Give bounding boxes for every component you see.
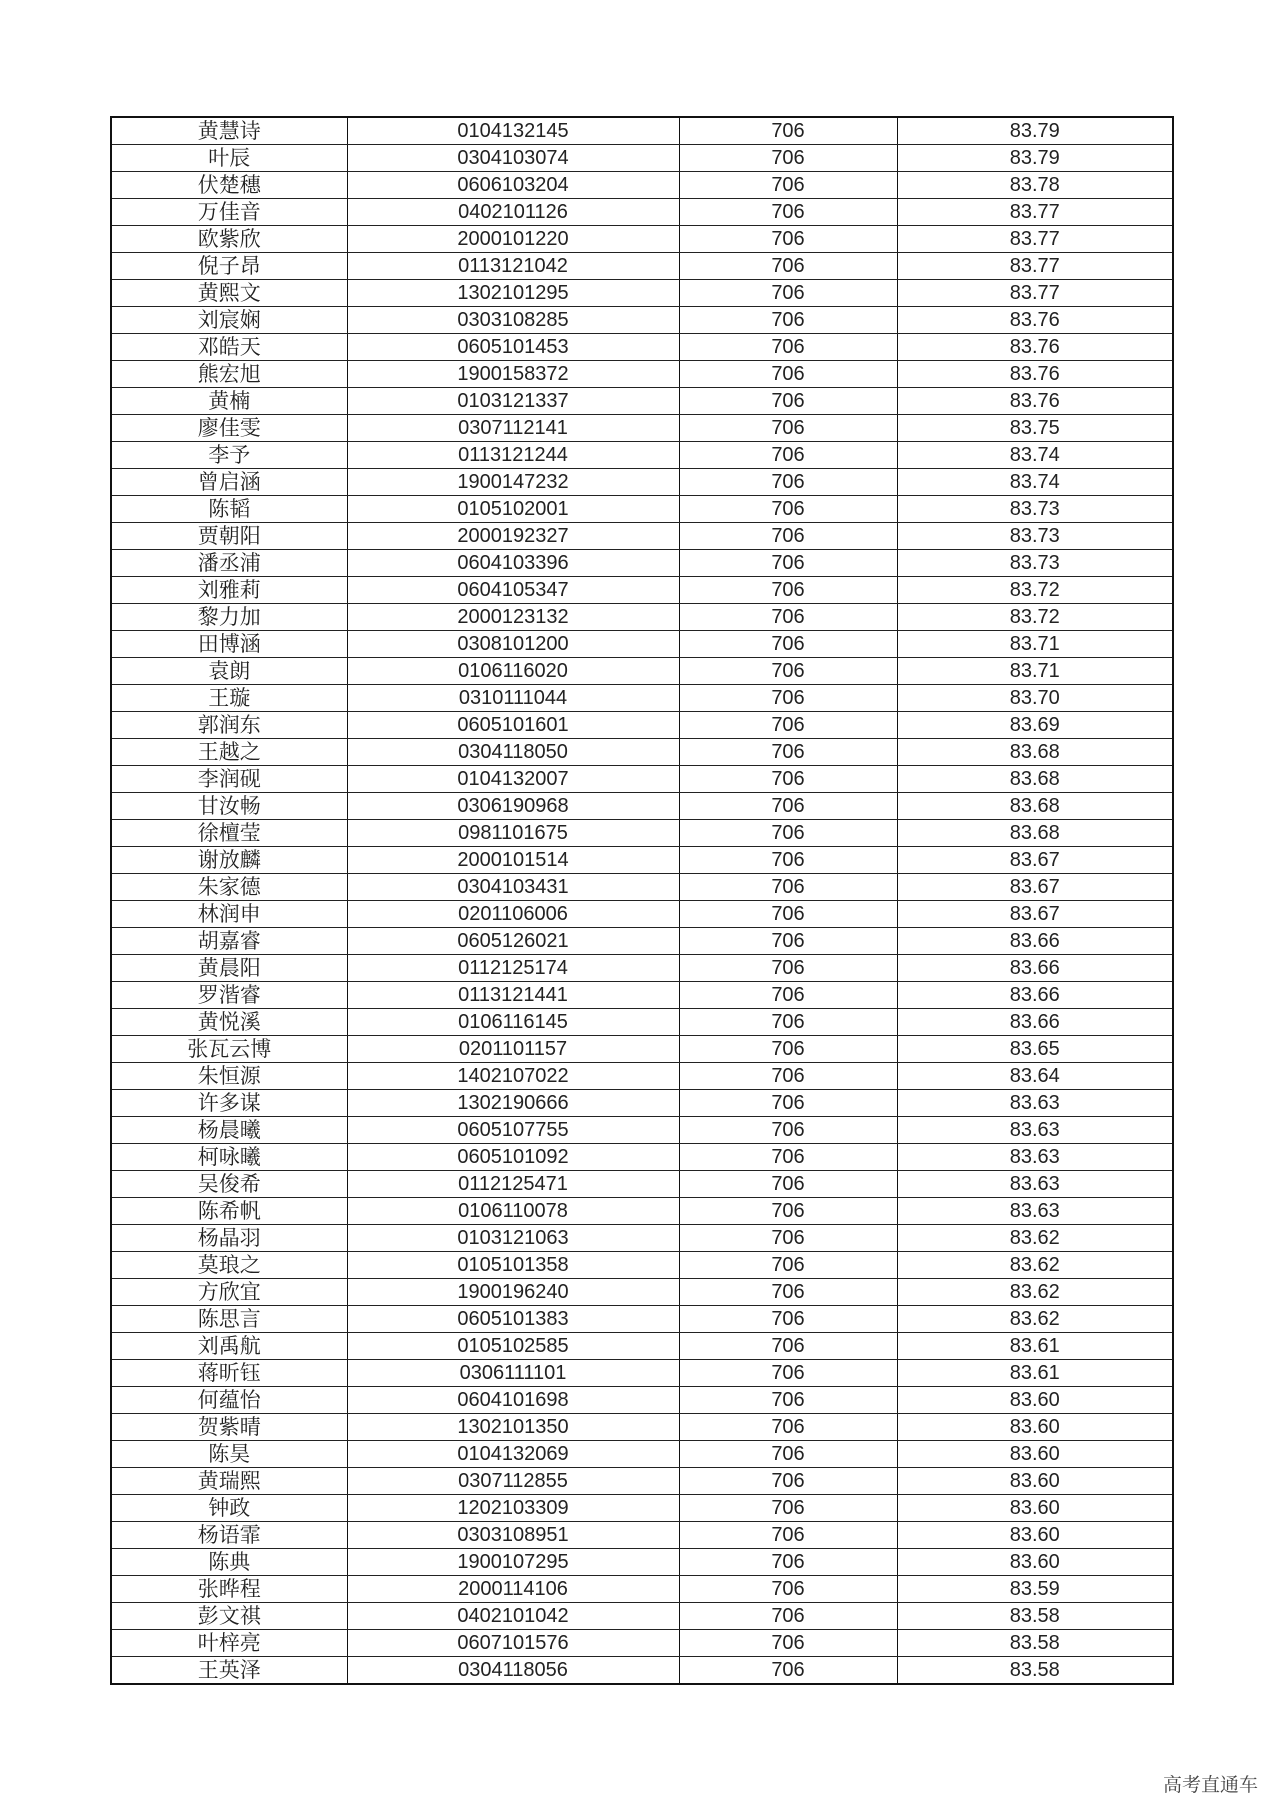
table-row bbox=[111, 415, 1173, 442]
name-cell: 郭润东 bbox=[111, 712, 347, 739]
score-cell: 83.71 bbox=[897, 631, 1173, 658]
score-cell: 83.59 bbox=[897, 1576, 1173, 1603]
code-cell: 706 bbox=[679, 1522, 897, 1549]
code-cell: 706 bbox=[679, 1009, 897, 1036]
score-cell: 83.74 bbox=[897, 469, 1173, 496]
table-row bbox=[111, 1333, 1173, 1360]
exam-id-cell: 1302101350 bbox=[347, 1414, 679, 1441]
score-cell: 83.77 bbox=[897, 253, 1173, 280]
code-cell: 706 bbox=[679, 1090, 897, 1117]
name-cell: 欧紫欣 bbox=[111, 226, 347, 253]
score-cell: 83.60 bbox=[897, 1549, 1173, 1576]
code-cell: 706 bbox=[679, 172, 897, 199]
name-cell: 黄瑞熙 bbox=[111, 1468, 347, 1495]
score-cell: 83.72 bbox=[897, 604, 1173, 631]
name-cell: 黄熙文 bbox=[111, 280, 347, 307]
name-cell: 朱恒源 bbox=[111, 1063, 347, 1090]
score-cell: 83.62 bbox=[897, 1252, 1173, 1279]
table-row bbox=[111, 1198, 1173, 1225]
table-row bbox=[111, 1144, 1173, 1171]
exam-id-cell: 1302190666 bbox=[347, 1090, 679, 1117]
score-cell: 83.66 bbox=[897, 928, 1173, 955]
score-cell: 83.68 bbox=[897, 739, 1173, 766]
code-cell: 706 bbox=[679, 388, 897, 415]
name-cell: 莫琅之 bbox=[111, 1252, 347, 1279]
score-cell: 83.67 bbox=[897, 901, 1173, 928]
code-cell: 706 bbox=[679, 117, 897, 145]
table-row bbox=[111, 874, 1173, 901]
code-cell: 706 bbox=[679, 1198, 897, 1225]
table-row bbox=[111, 550, 1173, 577]
table-row bbox=[111, 1387, 1173, 1414]
code-cell: 706 bbox=[679, 1117, 897, 1144]
name-cell: 贺紫晴 bbox=[111, 1414, 347, 1441]
name-cell: 李润砚 bbox=[111, 766, 347, 793]
name-cell: 倪子昂 bbox=[111, 253, 347, 280]
name-cell: 杨晶羽 bbox=[111, 1225, 347, 1252]
score-cell: 83.77 bbox=[897, 226, 1173, 253]
table-row bbox=[111, 658, 1173, 685]
table-row bbox=[111, 226, 1173, 253]
score-cell: 83.58 bbox=[897, 1603, 1173, 1630]
exam-id-cell: 0307112855 bbox=[347, 1468, 679, 1495]
exam-id-cell: 0402101126 bbox=[347, 199, 679, 226]
score-cell: 83.62 bbox=[897, 1225, 1173, 1252]
name-cell: 熊宏旭 bbox=[111, 361, 347, 388]
table-row bbox=[111, 117, 1173, 145]
score-cell: 83.66 bbox=[897, 955, 1173, 982]
name-cell: 陈希帆 bbox=[111, 1198, 347, 1225]
exam-id-cell: 0304118056 bbox=[347, 1657, 679, 1685]
code-cell: 706 bbox=[679, 1360, 897, 1387]
code-cell: 706 bbox=[679, 1252, 897, 1279]
code-cell: 706 bbox=[679, 847, 897, 874]
score-cell: 83.58 bbox=[897, 1657, 1173, 1685]
table-row bbox=[111, 1306, 1173, 1333]
name-cell: 王英泽 bbox=[111, 1657, 347, 1685]
table-row bbox=[111, 577, 1173, 604]
name-cell: 陈韬 bbox=[111, 496, 347, 523]
exam-id-cell: 0604105347 bbox=[347, 577, 679, 604]
code-cell: 706 bbox=[679, 820, 897, 847]
table-row bbox=[111, 1549, 1173, 1576]
score-table bbox=[110, 116, 1174, 1685]
code-cell: 706 bbox=[679, 280, 897, 307]
name-cell: 伏楚穗 bbox=[111, 172, 347, 199]
exam-id-cell: 1900107295 bbox=[347, 1549, 679, 1576]
code-cell: 706 bbox=[679, 1063, 897, 1090]
name-cell: 彭文祺 bbox=[111, 1603, 347, 1630]
exam-id-cell: 2000114106 bbox=[347, 1576, 679, 1603]
exam-id-cell: 0607101576 bbox=[347, 1630, 679, 1657]
score-cell: 83.65 bbox=[897, 1036, 1173, 1063]
table-row bbox=[111, 145, 1173, 172]
name-cell: 徐檀莹 bbox=[111, 820, 347, 847]
code-cell: 706 bbox=[679, 955, 897, 982]
exam-id-cell: 0606103204 bbox=[347, 172, 679, 199]
exam-id-cell: 0103121337 bbox=[347, 388, 679, 415]
score-cell: 83.73 bbox=[897, 496, 1173, 523]
code-cell: 706 bbox=[679, 1549, 897, 1576]
exam-id-cell: 1202103309 bbox=[347, 1495, 679, 1522]
score-cell: 83.78 bbox=[897, 172, 1173, 199]
table-row bbox=[111, 469, 1173, 496]
name-cell: 黄楠 bbox=[111, 388, 347, 415]
exam-id-cell: 0304103074 bbox=[347, 145, 679, 172]
exam-id-cell: 0303108951 bbox=[347, 1522, 679, 1549]
name-cell: 甘汝畅 bbox=[111, 793, 347, 820]
table-row bbox=[111, 739, 1173, 766]
exam-id-cell: 0103121063 bbox=[347, 1225, 679, 1252]
score-cell: 83.64 bbox=[897, 1063, 1173, 1090]
score-cell: 83.63 bbox=[897, 1144, 1173, 1171]
table-row bbox=[111, 982, 1173, 1009]
score-cell: 83.70 bbox=[897, 685, 1173, 712]
table-row bbox=[111, 1009, 1173, 1036]
code-cell: 706 bbox=[679, 1468, 897, 1495]
code-cell: 706 bbox=[679, 658, 897, 685]
name-cell: 黎力加 bbox=[111, 604, 347, 631]
name-cell: 潘丞浦 bbox=[111, 550, 347, 577]
name-cell: 黄悦溪 bbox=[111, 1009, 347, 1036]
table-row bbox=[111, 1279, 1173, 1306]
exam-id-cell: 0605101092 bbox=[347, 1144, 679, 1171]
table-row bbox=[111, 766, 1173, 793]
exam-id-cell: 0981101675 bbox=[347, 820, 679, 847]
exam-id-cell: 2000101514 bbox=[347, 847, 679, 874]
name-cell: 叶梓亮 bbox=[111, 1630, 347, 1657]
code-cell: 706 bbox=[679, 1441, 897, 1468]
table-row bbox=[111, 172, 1173, 199]
exam-id-cell: 0605101383 bbox=[347, 1306, 679, 1333]
code-cell: 706 bbox=[679, 415, 897, 442]
name-cell: 李予 bbox=[111, 442, 347, 469]
table-row bbox=[111, 901, 1173, 928]
exam-id-cell: 1402107022 bbox=[347, 1063, 679, 1090]
name-cell: 陈昊 bbox=[111, 1441, 347, 1468]
code-cell: 706 bbox=[679, 712, 897, 739]
table-row bbox=[111, 631, 1173, 658]
exam-id-cell: 0105102001 bbox=[347, 496, 679, 523]
table-row bbox=[111, 1414, 1173, 1441]
exam-id-cell: 0304103431 bbox=[347, 874, 679, 901]
code-cell: 706 bbox=[679, 1495, 897, 1522]
name-cell: 杨语霏 bbox=[111, 1522, 347, 1549]
table-row bbox=[111, 1468, 1173, 1495]
table-row bbox=[111, 307, 1173, 334]
code-cell: 706 bbox=[679, 1576, 897, 1603]
name-cell: 贾朝阳 bbox=[111, 523, 347, 550]
table-row bbox=[111, 1036, 1173, 1063]
code-cell: 706 bbox=[679, 766, 897, 793]
table-row bbox=[111, 1603, 1173, 1630]
name-cell: 王璇 bbox=[111, 685, 347, 712]
code-cell: 706 bbox=[679, 1144, 897, 1171]
table-row bbox=[111, 1360, 1173, 1387]
table-row bbox=[111, 847, 1173, 874]
table-row bbox=[111, 523, 1173, 550]
name-cell: 杨晨曦 bbox=[111, 1117, 347, 1144]
table-row bbox=[111, 361, 1173, 388]
score-cell: 83.73 bbox=[897, 550, 1173, 577]
exam-id-cell: 2000123132 bbox=[347, 604, 679, 631]
code-cell: 706 bbox=[679, 793, 897, 820]
code-cell: 706 bbox=[679, 1414, 897, 1441]
code-cell: 706 bbox=[679, 1333, 897, 1360]
name-cell: 钟政 bbox=[111, 1495, 347, 1522]
table-row bbox=[111, 1063, 1173, 1090]
code-cell: 706 bbox=[679, 577, 897, 604]
score-cell: 83.68 bbox=[897, 820, 1173, 847]
name-cell: 黄晨阳 bbox=[111, 955, 347, 982]
table-row bbox=[111, 496, 1173, 523]
exam-id-cell: 0112125174 bbox=[347, 955, 679, 982]
exam-id-cell: 0306190968 bbox=[347, 793, 679, 820]
exam-id-cell: 0306111101 bbox=[347, 1360, 679, 1387]
score-cell: 83.60 bbox=[897, 1468, 1173, 1495]
name-cell: 方欣宜 bbox=[111, 1279, 347, 1306]
exam-id-cell: 1302101295 bbox=[347, 280, 679, 307]
table-row bbox=[111, 1252, 1173, 1279]
score-cell: 83.77 bbox=[897, 199, 1173, 226]
score-cell: 83.62 bbox=[897, 1279, 1173, 1306]
table-row bbox=[111, 1090, 1173, 1117]
score-cell: 83.66 bbox=[897, 982, 1173, 1009]
exam-id-cell: 1900147232 bbox=[347, 469, 679, 496]
table-row bbox=[111, 820, 1173, 847]
score-cell: 83.60 bbox=[897, 1441, 1173, 1468]
code-cell: 706 bbox=[679, 469, 897, 496]
exam-id-cell: 0605107755 bbox=[347, 1117, 679, 1144]
name-cell: 蒋昕钰 bbox=[111, 1360, 347, 1387]
score-cell: 83.79 bbox=[897, 117, 1173, 145]
table-row bbox=[111, 253, 1173, 280]
exam-id-cell: 0104132145 bbox=[347, 117, 679, 145]
exam-id-cell: 0201101157 bbox=[347, 1036, 679, 1063]
score-cell: 83.66 bbox=[897, 1009, 1173, 1036]
code-cell: 706 bbox=[679, 226, 897, 253]
exam-id-cell: 0604101698 bbox=[347, 1387, 679, 1414]
name-cell: 廖佳雯 bbox=[111, 415, 347, 442]
name-cell: 刘禹航 bbox=[111, 1333, 347, 1360]
code-cell: 706 bbox=[679, 442, 897, 469]
score-cell: 83.60 bbox=[897, 1414, 1173, 1441]
code-cell: 706 bbox=[679, 1171, 897, 1198]
score-cell: 83.75 bbox=[897, 415, 1173, 442]
table-row bbox=[111, 1441, 1173, 1468]
score-cell: 83.76 bbox=[897, 307, 1173, 334]
name-cell: 陈思言 bbox=[111, 1306, 347, 1333]
table-row bbox=[111, 928, 1173, 955]
code-cell: 706 bbox=[679, 604, 897, 631]
exam-id-cell: 0113121244 bbox=[347, 442, 679, 469]
name-cell: 吴俊希 bbox=[111, 1171, 347, 1198]
code-cell: 706 bbox=[679, 523, 897, 550]
table-row bbox=[111, 793, 1173, 820]
exam-id-cell: 0105101358 bbox=[347, 1252, 679, 1279]
exam-id-cell: 0106116020 bbox=[347, 658, 679, 685]
exam-id-cell: 0303108285 bbox=[347, 307, 679, 334]
exam-id-cell: 0604103396 bbox=[347, 550, 679, 577]
name-cell: 王越之 bbox=[111, 739, 347, 766]
code-cell: 706 bbox=[679, 739, 897, 766]
exam-id-cell: 0106116145 bbox=[347, 1009, 679, 1036]
table-row bbox=[111, 604, 1173, 631]
exam-id-cell: 0307112141 bbox=[347, 415, 679, 442]
table-row bbox=[111, 388, 1173, 415]
code-cell: 706 bbox=[679, 550, 897, 577]
table-row bbox=[111, 685, 1173, 712]
table-row bbox=[111, 1522, 1173, 1549]
table-row bbox=[111, 1225, 1173, 1252]
score-cell: 83.63 bbox=[897, 1198, 1173, 1225]
name-cell: 刘宸娴 bbox=[111, 307, 347, 334]
name-cell: 张晔程 bbox=[111, 1576, 347, 1603]
table-row bbox=[111, 1630, 1173, 1657]
code-cell: 706 bbox=[679, 1657, 897, 1685]
exam-id-cell: 0113121042 bbox=[347, 253, 679, 280]
score-cell: 83.76 bbox=[897, 388, 1173, 415]
table-row bbox=[111, 199, 1173, 226]
score-cell: 83.72 bbox=[897, 577, 1173, 604]
exam-id-cell: 0310111044 bbox=[347, 685, 679, 712]
name-cell: 袁朗 bbox=[111, 658, 347, 685]
table-row bbox=[111, 334, 1173, 361]
score-cell: 83.67 bbox=[897, 847, 1173, 874]
code-cell: 706 bbox=[679, 631, 897, 658]
table-row bbox=[111, 1495, 1173, 1522]
table-row bbox=[111, 955, 1173, 982]
score-cell: 83.76 bbox=[897, 334, 1173, 361]
code-cell: 706 bbox=[679, 874, 897, 901]
score-cell: 83.60 bbox=[897, 1522, 1173, 1549]
score-cell: 83.76 bbox=[897, 361, 1173, 388]
name-cell: 黄慧诗 bbox=[111, 117, 347, 145]
code-cell: 706 bbox=[679, 253, 897, 280]
exam-id-cell: 0106110078 bbox=[347, 1198, 679, 1225]
exam-id-cell: 2000192327 bbox=[347, 523, 679, 550]
score-cell: 83.61 bbox=[897, 1333, 1173, 1360]
table-row bbox=[111, 1117, 1173, 1144]
name-cell: 林润申 bbox=[111, 901, 347, 928]
name-cell: 叶辰 bbox=[111, 145, 347, 172]
score-cell: 83.63 bbox=[897, 1117, 1173, 1144]
code-cell: 706 bbox=[679, 1279, 897, 1306]
score-cell: 83.77 bbox=[897, 280, 1173, 307]
name-cell: 张瓦云博 bbox=[111, 1036, 347, 1063]
name-cell: 陈典 bbox=[111, 1549, 347, 1576]
code-cell: 706 bbox=[679, 199, 897, 226]
table-row bbox=[111, 712, 1173, 739]
table-row bbox=[111, 1657, 1173, 1685]
name-cell: 谢放麟 bbox=[111, 847, 347, 874]
score-cell: 83.67 bbox=[897, 874, 1173, 901]
name-cell: 何蕴怡 bbox=[111, 1387, 347, 1414]
name-cell: 万佳音 bbox=[111, 199, 347, 226]
score-cell: 83.63 bbox=[897, 1090, 1173, 1117]
name-cell: 胡嘉睿 bbox=[111, 928, 347, 955]
score-cell: 83.63 bbox=[897, 1171, 1173, 1198]
score-cell: 83.79 bbox=[897, 145, 1173, 172]
exam-id-cell: 0605101453 bbox=[347, 334, 679, 361]
code-cell: 706 bbox=[679, 982, 897, 1009]
exam-id-cell: 0201106006 bbox=[347, 901, 679, 928]
name-cell: 刘雅莉 bbox=[111, 577, 347, 604]
code-cell: 706 bbox=[679, 334, 897, 361]
code-cell: 706 bbox=[679, 1630, 897, 1657]
exam-id-cell: 0104132069 bbox=[347, 1441, 679, 1468]
table-row bbox=[111, 1576, 1173, 1603]
score-cell: 83.69 bbox=[897, 712, 1173, 739]
table-row bbox=[111, 1171, 1173, 1198]
score-cell: 83.68 bbox=[897, 766, 1173, 793]
exam-id-cell: 0113121441 bbox=[347, 982, 679, 1009]
exam-id-cell: 0104132007 bbox=[347, 766, 679, 793]
name-cell: 柯咏曦 bbox=[111, 1144, 347, 1171]
score-table-body bbox=[111, 117, 1173, 1684]
code-cell: 706 bbox=[679, 496, 897, 523]
name-cell: 曾启涵 bbox=[111, 469, 347, 496]
code-cell: 706 bbox=[679, 1603, 897, 1630]
name-cell: 罗湝睿 bbox=[111, 982, 347, 1009]
code-cell: 706 bbox=[679, 1387, 897, 1414]
name-cell: 朱家德 bbox=[111, 874, 347, 901]
code-cell: 706 bbox=[679, 361, 897, 388]
code-cell: 706 bbox=[679, 928, 897, 955]
exam-id-cell: 0308101200 bbox=[347, 631, 679, 658]
code-cell: 706 bbox=[679, 307, 897, 334]
code-cell: 706 bbox=[679, 685, 897, 712]
table-row bbox=[111, 280, 1173, 307]
exam-id-cell: 1900158372 bbox=[347, 361, 679, 388]
score-cell: 83.68 bbox=[897, 793, 1173, 820]
code-cell: 706 bbox=[679, 145, 897, 172]
exam-id-cell: 0402101042 bbox=[347, 1603, 679, 1630]
code-cell: 706 bbox=[679, 1036, 897, 1063]
watermark: 高考直通车 bbox=[1162, 1774, 1258, 1796]
score-cell: 83.71 bbox=[897, 658, 1173, 685]
exam-id-cell: 2000101220 bbox=[347, 226, 679, 253]
score-cell: 83.62 bbox=[897, 1306, 1173, 1333]
name-cell: 田博涵 bbox=[111, 631, 347, 658]
exam-id-cell: 0105102585 bbox=[347, 1333, 679, 1360]
exam-id-cell: 1900196240 bbox=[347, 1279, 679, 1306]
exam-id-cell: 0304118050 bbox=[347, 739, 679, 766]
score-cell: 83.61 bbox=[897, 1360, 1173, 1387]
score-cell: 83.73 bbox=[897, 523, 1173, 550]
table-row bbox=[111, 442, 1173, 469]
name-cell: 邓皓天 bbox=[111, 334, 347, 361]
exam-id-cell: 0112125471 bbox=[347, 1171, 679, 1198]
score-cell: 83.74 bbox=[897, 442, 1173, 469]
exam-id-cell: 0605126021 bbox=[347, 928, 679, 955]
score-cell: 83.60 bbox=[897, 1387, 1173, 1414]
code-cell: 706 bbox=[679, 901, 897, 928]
score-cell: 83.58 bbox=[897, 1630, 1173, 1657]
code-cell: 706 bbox=[679, 1306, 897, 1333]
code-cell: 706 bbox=[679, 1225, 897, 1252]
score-cell: 83.60 bbox=[897, 1495, 1173, 1522]
exam-id-cell: 0605101601 bbox=[347, 712, 679, 739]
name-cell: 许多谋 bbox=[111, 1090, 347, 1117]
